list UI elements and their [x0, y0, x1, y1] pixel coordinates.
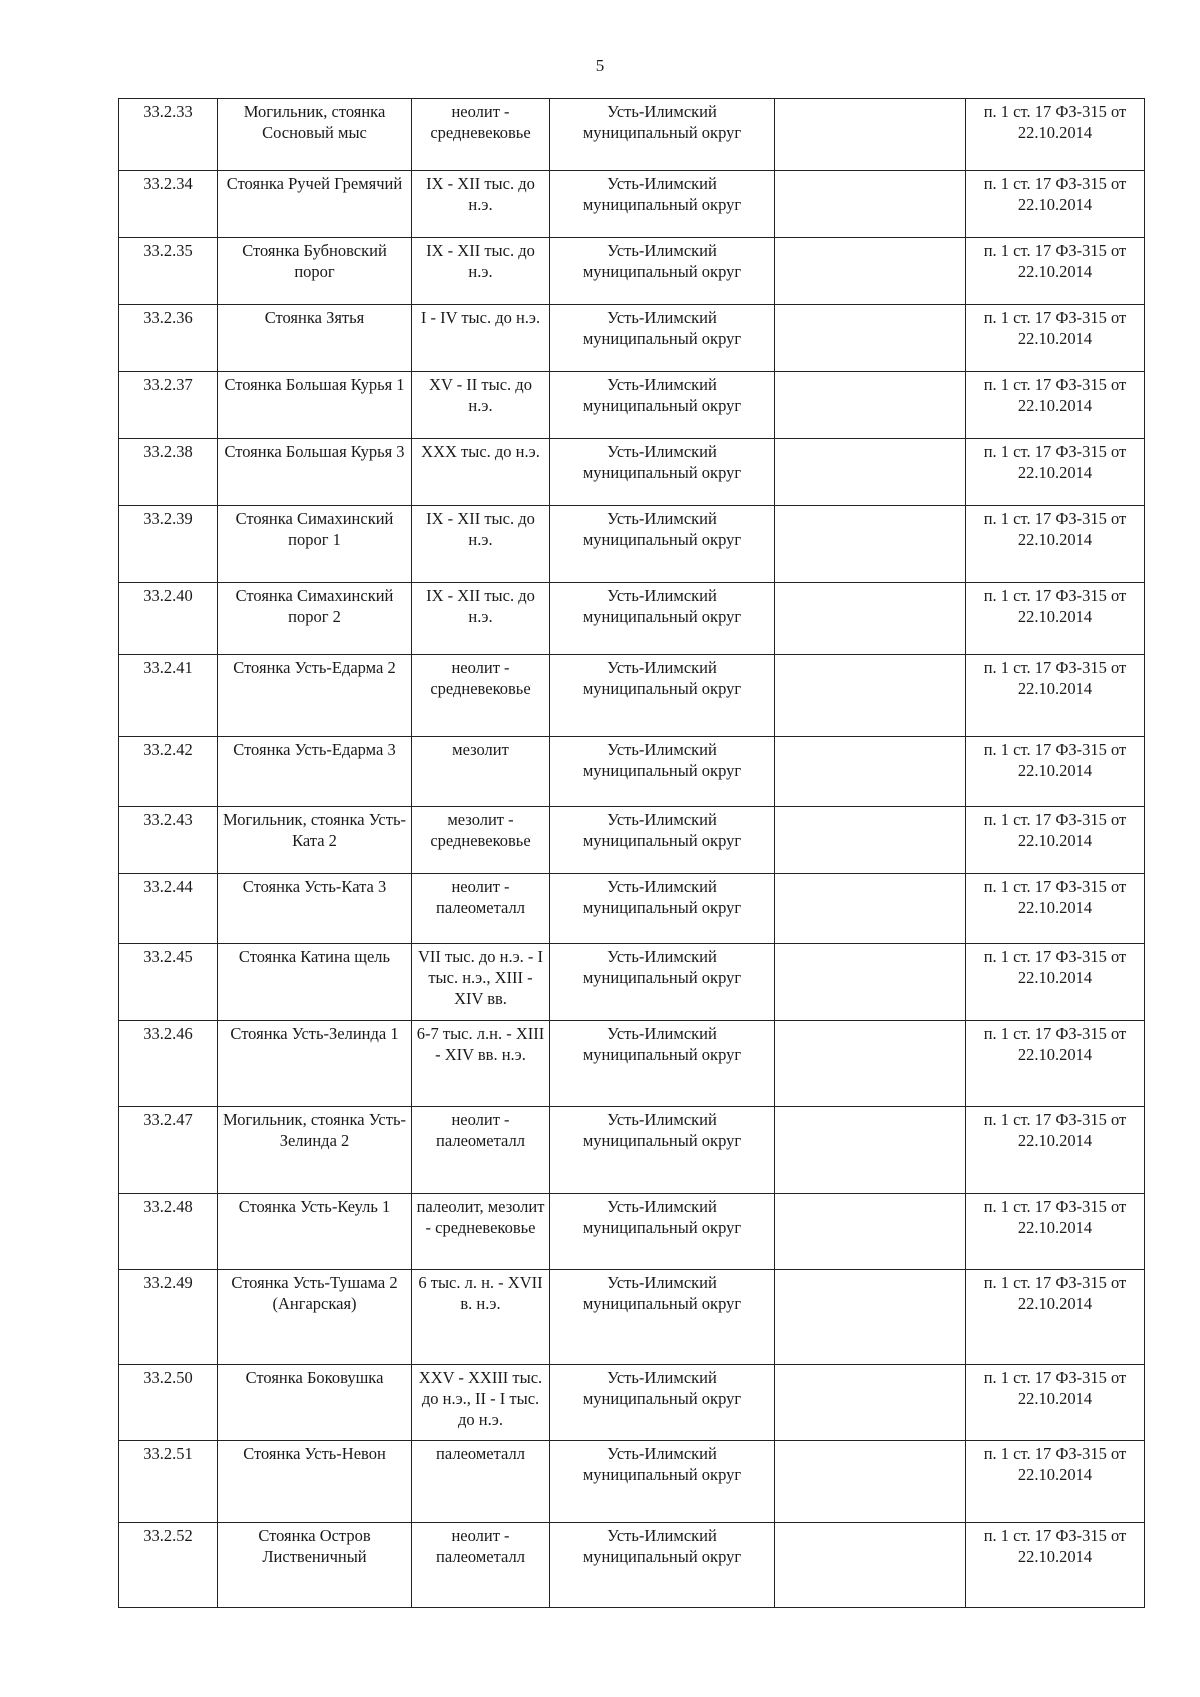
- blank-cell: [775, 807, 966, 874]
- object-name-cell: Стоянка Остров Лиственичный: [218, 1523, 412, 1608]
- legal-basis-cell: п. 1 ст. 17 ФЗ-315 от 22.10.2014: [966, 1365, 1145, 1441]
- object-name-cell: Могильник, стоянка Усть-Ката 2: [218, 807, 412, 874]
- table-row: [119, 1523, 1145, 1608]
- row-number-cell: 33.2.33: [119, 99, 218, 171]
- row-number-cell: 33.2.47: [119, 1107, 218, 1194]
- table-row: [119, 944, 1145, 1021]
- row-number-cell: 33.2.42: [119, 737, 218, 807]
- row-number-cell: 33.2.49: [119, 1270, 218, 1365]
- table-row: [119, 1021, 1145, 1107]
- row-number-cell: 33.2.39: [119, 506, 218, 583]
- table-row: [119, 171, 1145, 238]
- row-number-cell: 33.2.50: [119, 1365, 218, 1441]
- blank-cell: [775, 655, 966, 737]
- dating-cell: палеометалл: [412, 1441, 550, 1523]
- table-row: [119, 737, 1145, 807]
- dating-cell: XXX тыс. до н.э.: [412, 439, 550, 506]
- table-row: [119, 506, 1145, 583]
- row-number-cell: 33.2.38: [119, 439, 218, 506]
- object-name-cell: Стоянка Усть-Кеуль 1: [218, 1194, 412, 1270]
- municipality-cell: Усть-Илимский муниципальный округ: [550, 807, 775, 874]
- row-number-cell: 33.2.34: [119, 171, 218, 238]
- blank-cell: [775, 171, 966, 238]
- legal-basis-cell: п. 1 ст. 17 ФЗ-315 от 22.10.2014: [966, 305, 1145, 372]
- municipality-cell: Усть-Илимский муниципальный округ: [550, 874, 775, 944]
- legal-basis-cell: п. 1 ст. 17 ФЗ-315 от 22.10.2014: [966, 583, 1145, 655]
- legal-basis-cell: п. 1 ст. 17 ФЗ-315 от 22.10.2014: [966, 439, 1145, 506]
- object-name-cell: Могильник, стоянка Усть-Зелинда 2: [218, 1107, 412, 1194]
- municipality-cell: Усть-Илимский муниципальный округ: [550, 506, 775, 583]
- row-number-cell: 33.2.44: [119, 874, 218, 944]
- object-name-cell: Могильник, стоянка Сосновый мыс: [218, 99, 412, 171]
- row-number-cell: 33.2.52: [119, 1523, 218, 1608]
- municipality-cell: Усть-Илимский муниципальный округ: [550, 737, 775, 807]
- legal-basis-cell: п. 1 ст. 17 ФЗ-315 от 22.10.2014: [966, 1194, 1145, 1270]
- table-row: [119, 874, 1145, 944]
- municipality-cell: Усть-Илимский муниципальный округ: [550, 1107, 775, 1194]
- object-name-cell: Стоянка Усть-Тушама 2 (Ангарская): [218, 1270, 412, 1365]
- table-row: [119, 583, 1145, 655]
- dating-cell: мезолит - средневековье: [412, 807, 550, 874]
- dating-cell: IX - XII тыс. до н.э.: [412, 583, 550, 655]
- row-number-cell: 33.2.36: [119, 305, 218, 372]
- dating-cell: I - IV тыс. до н.э.: [412, 305, 550, 372]
- blank-cell: [775, 1365, 966, 1441]
- object-name-cell: Стоянка Симахинский порог 2: [218, 583, 412, 655]
- municipality-cell: Усть-Илимский муниципальный округ: [550, 944, 775, 1021]
- municipality-cell: Усть-Илимский муниципальный округ: [550, 1021, 775, 1107]
- blank-cell: [775, 1441, 966, 1523]
- blank-cell: [775, 372, 966, 439]
- legal-basis-cell: п. 1 ст. 17 ФЗ-315 от 22.10.2014: [966, 655, 1145, 737]
- row-number-cell: 33.2.45: [119, 944, 218, 1021]
- municipality-cell: Усть-Илимский муниципальный округ: [550, 1194, 775, 1270]
- municipality-cell: Усть-Илимский муниципальный округ: [550, 439, 775, 506]
- row-number-cell: 33.2.51: [119, 1441, 218, 1523]
- dating-cell: VII тыс. до н.э. - I тыс. н.э., XIII - XIV вв.: [412, 944, 550, 1021]
- municipality-cell: Усть-Илимский муниципальный округ: [550, 372, 775, 439]
- object-name-cell: Стоянка Усть-Едарма 3: [218, 737, 412, 807]
- blank-cell: [775, 1194, 966, 1270]
- dating-cell: 6-7 тыс. л.н. - XIII - XIV вв. н.э.: [412, 1021, 550, 1107]
- municipality-cell: Усть-Илимский муниципальный округ: [550, 1270, 775, 1365]
- table-row: [119, 1194, 1145, 1270]
- object-name-cell: Стоянка Бубновский порог: [218, 238, 412, 305]
- object-name-cell: Стоянка Боковушка: [218, 1365, 412, 1441]
- blank-cell: [775, 506, 966, 583]
- table-row: [119, 305, 1145, 372]
- legal-basis-cell: п. 1 ст. 17 ФЗ-315 от 22.10.2014: [966, 807, 1145, 874]
- object-name-cell: Стоянка Усть-Зелинда 1: [218, 1021, 412, 1107]
- row-number-cell: 33.2.46: [119, 1021, 218, 1107]
- dating-cell: 6 тыс. л. н. - XVII в. н.э.: [412, 1270, 550, 1365]
- blank-cell: [775, 1021, 966, 1107]
- object-name-cell: Стоянка Усть-Ката 3: [218, 874, 412, 944]
- municipality-cell: Усть-Илимский муниципальный округ: [550, 305, 775, 372]
- dating-cell: неолит - палеометалл: [412, 1523, 550, 1608]
- dating-cell: неолит - средневековье: [412, 99, 550, 171]
- municipality-cell: Усть-Илимский муниципальный округ: [550, 655, 775, 737]
- legal-basis-cell: п. 1 ст. 17 ФЗ-315 от 22.10.2014: [966, 1107, 1145, 1194]
- table-row: [119, 1270, 1145, 1365]
- legal-basis-cell: п. 1 ст. 17 ФЗ-315 от 22.10.2014: [966, 737, 1145, 807]
- legal-basis-cell: п. 1 ст. 17 ФЗ-315 от 22.10.2014: [966, 944, 1145, 1021]
- blank-cell: [775, 1523, 966, 1608]
- table-row: [119, 372, 1145, 439]
- blank-cell: [775, 737, 966, 807]
- table-row: [119, 1365, 1145, 1441]
- municipality-cell: Усть-Илимский муниципальный округ: [550, 1441, 775, 1523]
- legal-basis-cell: п. 1 ст. 17 ФЗ-315 от 22.10.2014: [966, 1270, 1145, 1365]
- legal-basis-cell: п. 1 ст. 17 ФЗ-315 от 22.10.2014: [966, 506, 1145, 583]
- blank-cell: [775, 874, 966, 944]
- row-number-cell: 33.2.48: [119, 1194, 218, 1270]
- municipality-cell: Усть-Илимский муниципальный округ: [550, 99, 775, 171]
- object-name-cell: Стоянка Катина щель: [218, 944, 412, 1021]
- table-row: [119, 807, 1145, 874]
- legal-basis-cell: п. 1 ст. 17 ФЗ-315 от 22.10.2014: [966, 1021, 1145, 1107]
- object-name-cell: Стоянка Симахинский порог 1: [218, 506, 412, 583]
- legal-basis-cell: п. 1 ст. 17 ФЗ-315 от 22.10.2014: [966, 1441, 1145, 1523]
- object-name-cell: Стоянка Усть-Едарма 2: [218, 655, 412, 737]
- table-row: [119, 238, 1145, 305]
- dating-cell: мезолит: [412, 737, 550, 807]
- municipality-cell: Усть-Илимский муниципальный округ: [550, 583, 775, 655]
- blank-cell: [775, 583, 966, 655]
- table-row: [119, 439, 1145, 506]
- legal-basis-cell: п. 1 ст. 17 ФЗ-315 от 22.10.2014: [966, 372, 1145, 439]
- blank-cell: [775, 99, 966, 171]
- dating-cell: XV - II тыс. до н.э.: [412, 372, 550, 439]
- row-number-cell: 33.2.37: [119, 372, 218, 439]
- blank-cell: [775, 305, 966, 372]
- blank-cell: [775, 1107, 966, 1194]
- dating-cell: IX - XII тыс. до н.э.: [412, 171, 550, 238]
- municipality-cell: Усть-Илимский муниципальный округ: [550, 1365, 775, 1441]
- table-row: [119, 655, 1145, 737]
- blank-cell: [775, 238, 966, 305]
- blank-cell: [775, 439, 966, 506]
- table-row: [119, 1107, 1145, 1194]
- municipality-cell: Усть-Илимский муниципальный округ: [550, 1523, 775, 1608]
- row-number-cell: 33.2.41: [119, 655, 218, 737]
- dating-cell: XXV - XXIII тыс. до н.э., II - I тыс. до н.э.: [412, 1365, 550, 1441]
- municipality-cell: Усть-Илимский муниципальный округ: [550, 238, 775, 305]
- row-number-cell: 33.2.43: [119, 807, 218, 874]
- dating-cell: неолит - палеометалл: [412, 874, 550, 944]
- legal-basis-cell: п. 1 ст. 17 ФЗ-315 от 22.10.2014: [966, 874, 1145, 944]
- row-number-cell: 33.2.35: [119, 238, 218, 305]
- dating-cell: IX - XII тыс. до н.э.: [412, 238, 550, 305]
- page-number: 5: [595, 56, 605, 75]
- table-row: [119, 1441, 1145, 1523]
- heritage-registry-table: [118, 98, 1145, 1608]
- object-name-cell: Стоянка Усть-Невон: [218, 1441, 412, 1523]
- object-name-cell: Стоянка Большая Курья 3: [218, 439, 412, 506]
- blank-cell: [775, 1270, 966, 1365]
- legal-basis-cell: п. 1 ст. 17 ФЗ-315 от 22.10.2014: [966, 1523, 1145, 1608]
- dating-cell: неолит - палеометалл: [412, 1107, 550, 1194]
- object-name-cell: Стоянка Зятья: [218, 305, 412, 372]
- blank-cell: [775, 944, 966, 1021]
- object-name-cell: Стоянка Ручей Гремячий: [218, 171, 412, 238]
- municipality-cell: Усть-Илимский муниципальный округ: [550, 171, 775, 238]
- dating-cell: IX - XII тыс. до н.э.: [412, 506, 550, 583]
- registry-table-body: [119, 99, 1145, 1608]
- object-name-cell: Стоянка Большая Курья 1: [218, 372, 412, 439]
- dating-cell: неолит - средневековье: [412, 655, 550, 737]
- row-number-cell: 33.2.40: [119, 583, 218, 655]
- legal-basis-cell: п. 1 ст. 17 ФЗ-315 от 22.10.2014: [966, 238, 1145, 305]
- table-row: [119, 99, 1145, 171]
- legal-basis-cell: п. 1 ст. 17 ФЗ-315 от 22.10.2014: [966, 99, 1145, 171]
- dating-cell: палеолит, мезолит - средневековье: [412, 1194, 550, 1270]
- legal-basis-cell: п. 1 ст. 17 ФЗ-315 от 22.10.2014: [966, 171, 1145, 238]
